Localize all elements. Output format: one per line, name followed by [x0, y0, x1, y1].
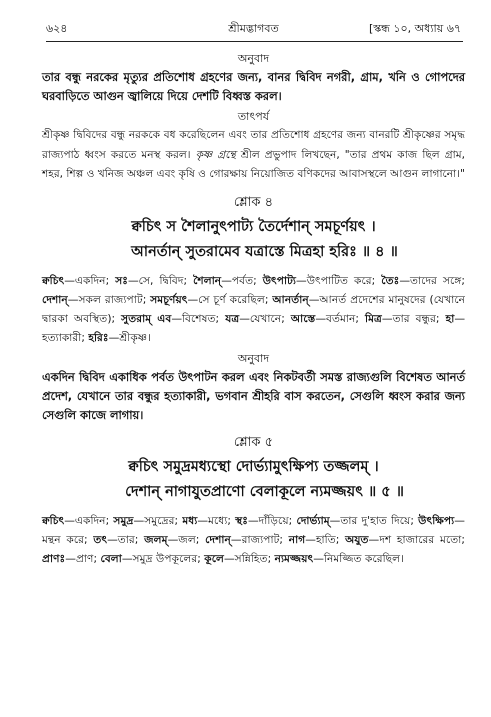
purport-text	[42, 126, 465, 185]
synonym-meaning: —তার;	[107, 532, 145, 546]
book-reference: কৃষ্ণ গ্রন্থে	[195, 148, 236, 161]
synonym-word: জলম্	[144, 532, 168, 546]
synonym-meaning: —সমুদ্র উপকূলের;	[121, 551, 205, 565]
synonym-word: কূলে	[204, 551, 224, 565]
synonym-meaning: —সে চূর্ণ করেছিল;	[187, 292, 273, 306]
synonyms	[42, 511, 465, 568]
synonym-meaning: —তাদের সঙ্গে;	[399, 273, 465, 287]
synonyms	[42, 271, 465, 347]
verse-heading: শ্লোক ৪	[233, 194, 274, 210]
synonym-meaning: —আনর্ত প্রদেশের মানুষদের (যেখানে দ্বারকা অবস্থিত);	[42, 292, 465, 325]
synonym-word: সুতরাম্	[121, 311, 152, 325]
synonym-word: নাগ	[288, 532, 306, 546]
synonym-word: সমুদ্র	[113, 513, 134, 527]
synonym-word: ক্বচিৎ	[42, 273, 65, 287]
synonym-word: ন্যমজ্জয়ৎ	[274, 551, 314, 565]
synonym-word: উৎপাট্য	[262, 273, 297, 287]
synonym-word: দেশান্	[42, 292, 68, 306]
synonym-meaning: —হাতি;	[305, 532, 346, 546]
synonym-meaning: —মন্থন করে;	[42, 513, 465, 546]
synonym-word: দোর্ভ্যাম্	[296, 513, 330, 527]
synonym-meaning: —সকল রাজ্যপাট;	[67, 292, 151, 306]
chapter-reference: [স্কন্ধ ১০, অধ্যায় ৬৭	[368, 22, 461, 35]
synonym-meaning: —রাজ্যপাট;	[230, 532, 289, 546]
synonym-word: আস্তে	[290, 311, 316, 325]
translation-text: একদিন দ্বিবিদ একাধিক পর্বত উৎপাটন করল এবং নিকটবর্তী সমস্ত রাজ্যগুলি বিশেষত আনর্ত প্রদেশ, যেখানে তার বন্ধুর হত্যাকারী, ভগবান শ্রীহরি বাস করতেন, সেগুলি ধ্বংস করার জন্য সেগুলি কাজে লাগায়।	[42, 369, 465, 422]
synonym-word: শৈলান্	[193, 273, 222, 287]
translation-label: অনুবাদ	[237, 52, 270, 65]
verse-line: ক্বচিৎ সমুদ্রমধ্যস্থো দোর্ভ্যামুৎক্ষিপ্য তজ্জলম্ ।	[128, 458, 379, 475]
header-divider	[46, 41, 463, 42]
translation-text: তার বন্ধু নরকের মৃত্যুর প্রতিশোধ গ্রহণের জন্য, বানর দ্বিবিদ নগরী, গ্রাম, খনি ও গোপদের ঘরবাড়িতে আগুন জ্বালিয়ে দিয়ে দেশটি বিধ্বস্ত করল।	[42, 70, 465, 103]
purport-text-part: শ্রীকৃষ্ণ দ্বিবিদের বন্ধু নরককে বধ করেছিলেন এবং তার প্রতিশোধ গ্রহণের জন্য বানরটি শ্রীকৃষ্ণের সমৃদ্ধ রাজ্যপাঠ ধ্বংস করতে মনস্থ করল।	[42, 129, 465, 161]
synonym-meaning: —পর্বত;	[221, 273, 263, 287]
purport-text-part: শ্রীল প্রভুপাদ লিখছেন, "তার প্রথম কাজ ছিল গ্রাম, শহর, শিল্প ও খনিজ অঞ্চল এবং কৃষি ও গোরক্ষায় নিয়োজিত বণিকদের আবাসস্থলে আগুন লাগানো।"	[42, 148, 466, 180]
synonym-word: তৎ	[93, 532, 108, 546]
synonym-word: হরিঃ	[88, 330, 109, 344]
synonym-meaning: —শ্রীকৃষ্ণ।	[108, 330, 151, 344]
page-number: ৬২৪	[46, 22, 68, 35]
synonym-word: এব	[157, 311, 172, 325]
page-content	[42, 50, 465, 571]
synonym-meaning: —মধ্যে;	[197, 513, 236, 527]
synonym-meaning: —জল;	[167, 532, 206, 546]
synonym-word: মিত্র	[365, 311, 382, 325]
book-title: শ্রীমদ্ভাগবত	[228, 22, 279, 35]
synonym-word: যত্র	[225, 311, 240, 325]
synonym-word: দেশান্	[205, 532, 231, 546]
synonym-meaning: —উৎপাটিত করে;	[296, 273, 382, 287]
synonym-word: সঃ	[115, 273, 128, 287]
synonym-meaning: —যেখানে;	[239, 311, 291, 325]
verse-line: দেশান্ নাগাযুতপ্রাণো বেলাকূলে ন্যমজ্জয়ৎ ॥ ৫ ॥	[125, 483, 404, 500]
synonym-meaning: —তার বন্ধুর;	[381, 311, 446, 325]
synonym-word: অযুত	[345, 532, 369, 546]
synonym-word: ক্বচিৎ	[42, 513, 65, 527]
synonym-word: হা	[445, 311, 455, 325]
verse-line: আনর্তান্ সুতরামেব যত্রাস্তে মিত্রহা হরিঃ ॥ ৪ ॥	[131, 243, 398, 260]
synonym-word: উৎক্ষিপ্য	[418, 513, 455, 527]
synonym-meaning: —একদিন;	[64, 273, 116, 287]
synonym-meaning: —নিমজ্জিত করেছিল।	[313, 551, 404, 565]
synonym-meaning: —দশ হাজারের মতো;	[368, 532, 465, 546]
synonym-word: তৈঃ	[381, 273, 400, 287]
synonym-meaning: —প্রাণ;	[65, 551, 101, 565]
synonym-word: মধ্য	[182, 513, 198, 527]
page-header	[46, 20, 461, 38]
synonym-meaning: —সে, দ্বিবিদ;	[127, 273, 194, 287]
synonym-meaning: —সন্নিহিত;	[223, 551, 275, 565]
synonym-word: আনর্তান্	[272, 292, 309, 306]
synonym-word: বেলা	[100, 551, 122, 565]
synonym-word: স্থঃ	[235, 513, 248, 527]
purport-label: তাৎপর্য	[237, 110, 270, 123]
synonym-word: সমচূর্ণয়ৎ	[150, 292, 188, 306]
synonym-meaning: —সমুদ্রের;	[133, 513, 183, 527]
verse-heading: শ্লোক ৫	[233, 434, 274, 450]
verse-line: ক্বচিৎ স শৈলানুৎপাট্য তৈর্দেশান্ সমচূর্ণয়ৎ ।	[131, 218, 376, 235]
synonym-meaning: —বিশেষত;	[171, 311, 226, 325]
synonym-word: প্রাণঃ	[42, 551, 66, 565]
synonym-meaning: —একদিন;	[64, 513, 114, 527]
translation-label: অনুবাদ	[237, 351, 270, 365]
synonym-meaning: —হত্যাকারী;	[42, 311, 465, 344]
synonym-meaning: —বর্তমান;	[315, 311, 366, 325]
synonym-meaning: —তার দু'হাত দিয়ে;	[329, 513, 419, 527]
synonym-meaning: —দাঁড়িয়ে;	[247, 513, 297, 527]
